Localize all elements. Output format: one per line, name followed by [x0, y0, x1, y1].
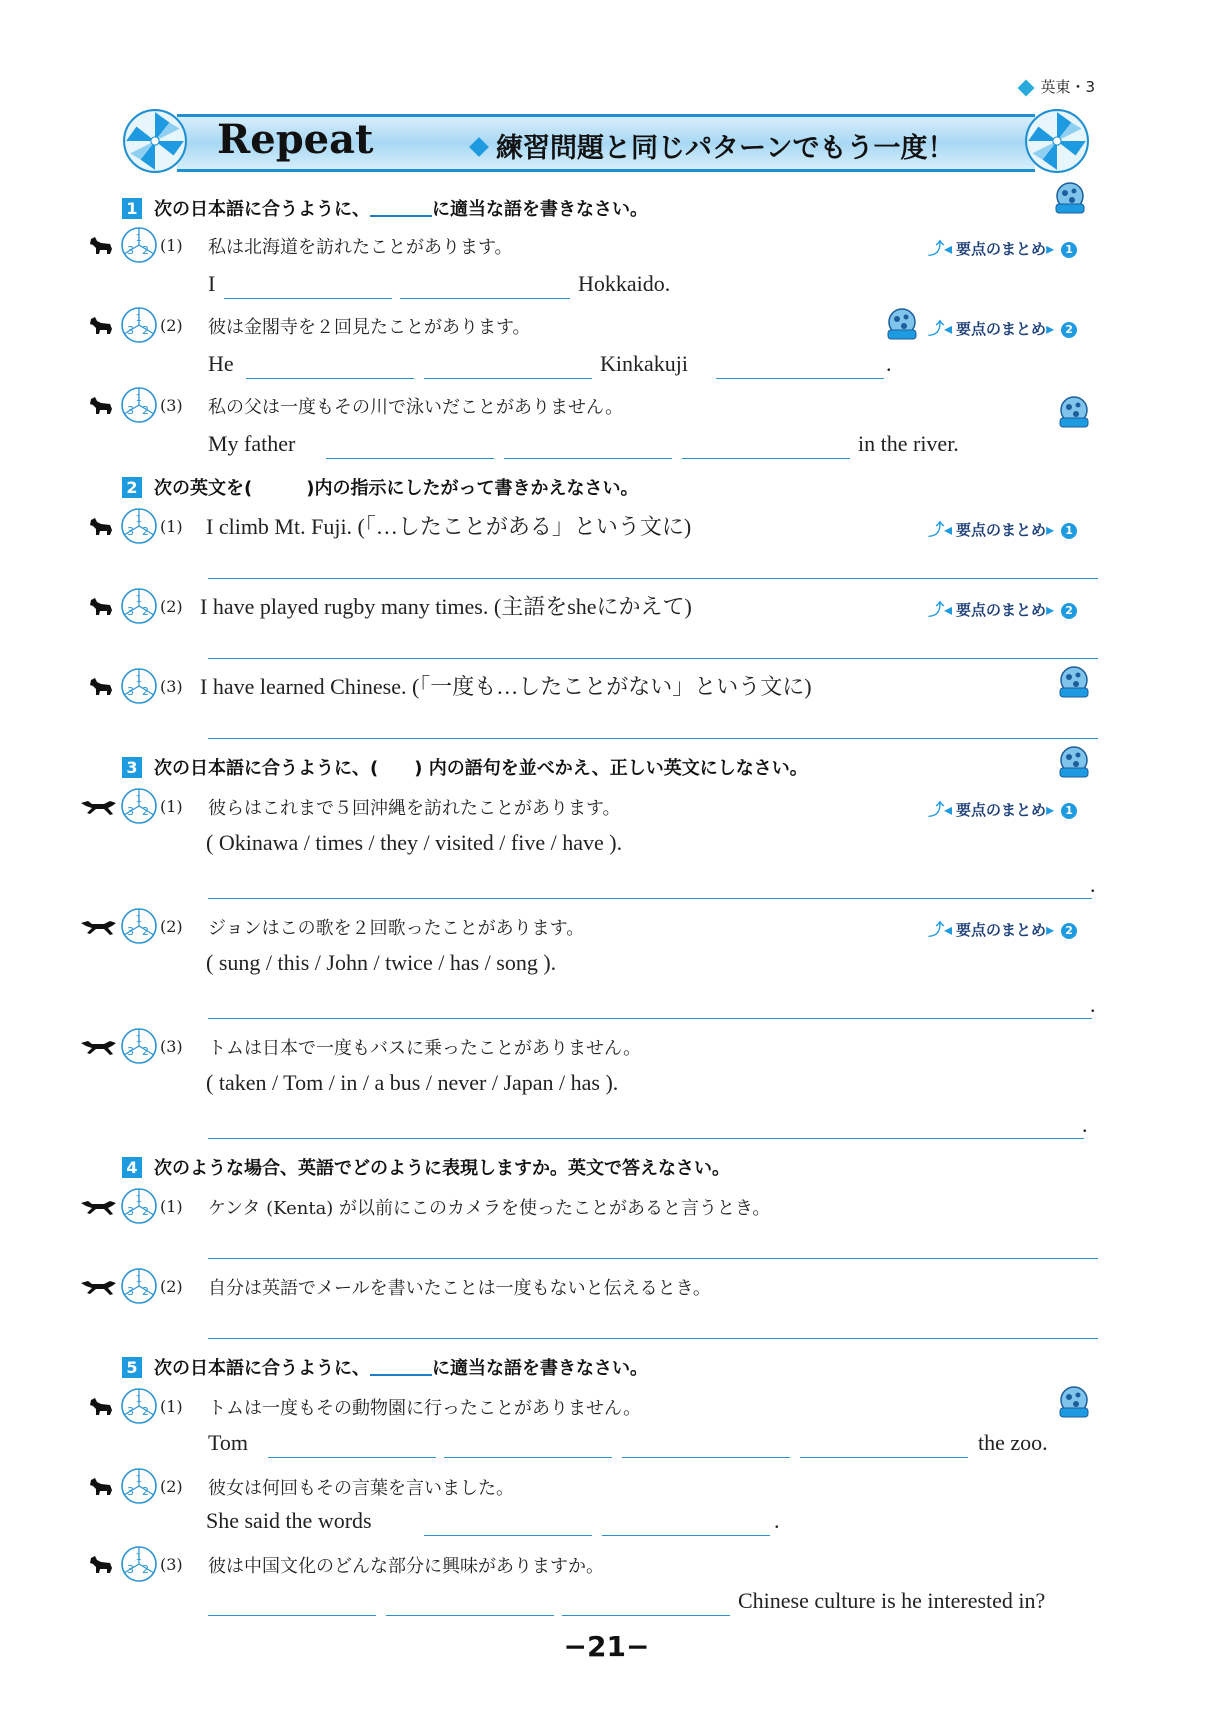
answer-line[interactable]	[208, 1258, 1098, 1259]
corner-tag	[1020, 76, 1095, 97]
runner-icon	[80, 1197, 118, 1217]
badge-icon	[1056, 744, 1092, 780]
arrow-icon: ⤴◂	[928, 520, 953, 539]
answer-blank[interactable]	[444, 1457, 612, 1458]
badge-icon	[884, 306, 920, 342]
question-jp: 彼らはこれまで５回沖縄を訪れたことがあります。	[208, 798, 621, 819]
question-jp: 自分は英語でメールを書いたことは一度もないと伝えるとき。	[208, 1278, 711, 1299]
question-number: (1)	[160, 797, 183, 816]
progress-circle-icon	[120, 1027, 158, 1065]
section-number: 1	[122, 198, 142, 219]
blank-sample	[370, 1374, 432, 1376]
page-number: −21−	[563, 1630, 650, 1663]
dog-icon	[88, 236, 114, 256]
answer-blank[interactable]	[424, 378, 592, 379]
question-jp: トムは日本で一度もバスに乗ったことがありません。	[208, 1038, 642, 1059]
progress-circle-icon	[120, 907, 158, 945]
answer-suffix: Chinese culture is he interested in?	[738, 1588, 1046, 1613]
dog-icon	[88, 677, 114, 697]
yoten-link[interactable]: ⤴◂ 要点のまとめ▸ 1	[928, 797, 1077, 820]
section-4-heading: 4 次のような場合、英語でどのように表現しますか。英文で答えなさい。	[122, 1154, 730, 1180]
progress-circle-icon	[120, 1545, 158, 1583]
arrow-icon: ⤴◂	[928, 319, 953, 338]
ref-number: 1	[1061, 242, 1077, 258]
answer-suffix: the zoo.	[978, 1430, 1048, 1455]
repeat-banner	[122, 108, 1090, 174]
dog-icon	[88, 597, 114, 617]
arrow-icon: ⤴◂	[928, 239, 953, 258]
blank-sample	[370, 215, 432, 217]
answer-period: .	[1090, 992, 1096, 1017]
progress-circle-icon	[120, 226, 158, 264]
question-number: (1)	[160, 517, 183, 536]
answer-period: .	[1082, 1112, 1088, 1137]
answer-blank[interactable]	[326, 458, 494, 459]
answer-blank[interactable]	[224, 298, 392, 299]
answer-period: .	[774, 1508, 780, 1533]
answer-blank[interactable]	[716, 378, 884, 379]
section-number: 2	[122, 477, 142, 498]
question-number: (2)	[160, 316, 183, 335]
progress-circle-icon	[120, 787, 158, 825]
dog-icon	[88, 316, 114, 336]
yoten-link[interactable]: ⤴◂ 要点のまとめ▸ 2	[928, 917, 1077, 940]
question-number: (2)	[160, 917, 183, 936]
word-options: ( Okinawa / times / they / visited / five / have ).	[206, 830, 623, 855]
question-number: (3)	[160, 1555, 183, 1574]
arrow-icon: ⤴◂	[928, 600, 953, 619]
runner-icon	[80, 1277, 118, 1297]
answer-mid: Kinkakuji	[600, 351, 688, 376]
answer-blank[interactable]	[400, 298, 570, 299]
question-jp: ケンタ (Kenta) が以前にこのカメラを使ったことがあると言うとき。	[208, 1198, 771, 1219]
answer-suffix: in the river.	[858, 431, 959, 456]
answer-line[interactable]	[208, 658, 1098, 659]
answer-line[interactable]	[208, 1018, 1092, 1019]
section-3-heading: 3 次の日本語に合うように、( ) 内の語句を並べかえ、正しい英文にしなさい。	[122, 754, 808, 780]
runner-icon	[80, 917, 118, 937]
question-jp: 彼女は何回もその言葉を言いました。	[208, 1478, 514, 1499]
question-number: (3)	[160, 1037, 183, 1056]
progress-circle-icon	[120, 306, 158, 344]
answer-blank[interactable]	[268, 1457, 436, 1458]
answer-prefix: Tom	[208, 1430, 249, 1455]
question-jp: 彼は金閣寺を２回見たことがあります。	[208, 317, 531, 338]
progress-circle-icon	[120, 1467, 158, 1505]
pinwheel-left-icon	[122, 108, 188, 174]
word-options: ( sung / this / John / twice / has / song ).	[206, 950, 557, 975]
diamond-icon	[1018, 79, 1035, 96]
question-jp: トムは一度もその動物園に行ったことがありません。	[208, 1398, 642, 1419]
arrow-icon: ⤴◂	[928, 800, 953, 819]
question-number: (3)	[160, 396, 183, 415]
question-jp: 私は北海道を訪れたことがあります。	[208, 237, 513, 258]
runner-icon	[80, 1037, 118, 1057]
dog-icon	[88, 1555, 114, 1575]
answer-blank[interactable]	[602, 1535, 770, 1536]
question-number: (1)	[160, 1197, 183, 1216]
question-en: I have played rugby many times. (主語をsheにかえて)	[200, 594, 692, 619]
progress-circle-icon	[120, 667, 158, 705]
ref-number: 2	[1061, 923, 1077, 939]
answer-line[interactable]	[208, 898, 1092, 899]
answer-prefix: She said the words	[206, 1508, 372, 1533]
answer-period: .	[886, 351, 892, 376]
badge-icon	[1056, 664, 1092, 700]
section-5-heading: 5 次の日本語に合うように、 に適当な語を書きなさい。	[122, 1354, 648, 1380]
section-number: 5	[122, 1357, 142, 1378]
corner-tag-text: 英東・3	[1040, 78, 1095, 96]
answer-blank[interactable]	[800, 1457, 968, 1458]
answer-blank[interactable]	[504, 458, 672, 459]
progress-circle-icon	[120, 386, 158, 424]
yoten-link[interactable]: ⤴◂ 要点のまとめ▸ 1	[928, 517, 1077, 540]
question-en: I have learned Chinese. (「一度も…したことがない」という文に)	[200, 674, 812, 699]
badge-icon	[1052, 180, 1088, 216]
progress-circle-icon	[120, 1187, 158, 1225]
answer-line[interactable]	[208, 738, 1098, 739]
yoten-link[interactable]: ⤴◂ 要点のまとめ▸ 2	[928, 597, 1077, 620]
answer-blank[interactable]	[386, 1615, 554, 1616]
answer-suffix: Hokkaido.	[578, 271, 671, 296]
ref-number: 1	[1061, 523, 1077, 539]
answer-blank[interactable]	[424, 1535, 592, 1536]
dog-icon	[88, 1477, 114, 1497]
word-options: ( taken / Tom / in / a bus / never / Japan / has ).	[206, 1070, 619, 1095]
answer-line[interactable]	[208, 1338, 1098, 1339]
question-en: I climb Mt. Fuji. (「…したことがある」という文に)	[206, 514, 692, 539]
question-number: (2)	[160, 1277, 183, 1296]
question-jp: 私の父は一度もその川で泳いだことがありません。	[208, 397, 624, 418]
dog-icon	[88, 517, 114, 537]
progress-circle-icon	[120, 1267, 158, 1305]
yoten-link[interactable]: ⤴◂ 要点のまとめ▸ 2	[928, 316, 1077, 339]
dog-icon	[88, 396, 114, 416]
section-number: 4	[122, 1157, 142, 1178]
badge-icon	[1056, 1384, 1092, 1420]
banner-subtitle	[472, 126, 954, 165]
banner-subtitle-text: 練習問題と同じパターンでもう一度！	[496, 133, 955, 164]
progress-circle-icon	[120, 587, 158, 625]
question-number: (2)	[160, 597, 183, 616]
answer-blank[interactable]	[622, 1457, 790, 1458]
progress-circle-icon	[120, 1387, 158, 1425]
answer-line[interactable]	[208, 578, 1098, 579]
ref-number: 2	[1061, 603, 1077, 619]
badge-icon	[1056, 394, 1092, 430]
dog-icon	[88, 1397, 114, 1417]
answer-prefix: My father	[208, 431, 296, 456]
section-2-heading: 2 次の英文を( )内の指示にしたがって書きかえなさい。	[122, 474, 638, 500]
banner-title: Repeat	[217, 116, 374, 163]
question-number: (3)	[160, 677, 183, 696]
answer-line[interactable]	[208, 1138, 1084, 1139]
yoten-link[interactable]: ⤴◂ 要点のまとめ▸ 1	[928, 236, 1077, 259]
section-number: 3	[122, 757, 142, 778]
answer-period: .	[1090, 872, 1096, 897]
question-jp: 彼は中国文化のどんな部分に興味がありますか。	[208, 1556, 604, 1577]
question-number: (2)	[160, 1477, 183, 1496]
arrow-icon: ⤴◂	[928, 920, 953, 939]
runner-icon	[80, 797, 118, 817]
answer-prefix: He	[208, 351, 234, 376]
question-jp: ジョンはこの歌を２回歌ったことがあります。	[208, 918, 585, 939]
section-1-heading: 1 次の日本語に合うように、 に適当な語を書きなさい。	[122, 195, 648, 221]
answer-blank[interactable]	[208, 1615, 376, 1616]
diamond-icon	[469, 137, 489, 157]
answer-blank[interactable]	[246, 378, 414, 379]
pinwheel-right-icon	[1024, 108, 1090, 174]
answer-prefix: I	[208, 271, 216, 296]
question-number: (1)	[160, 1397, 183, 1416]
question-number: (1)	[160, 236, 183, 255]
ref-number: 1	[1061, 803, 1077, 819]
answer-blank[interactable]	[682, 458, 850, 459]
ref-number: 2	[1061, 322, 1077, 338]
answer-blank[interactable]	[562, 1615, 730, 1616]
progress-circle-icon	[120, 507, 158, 545]
